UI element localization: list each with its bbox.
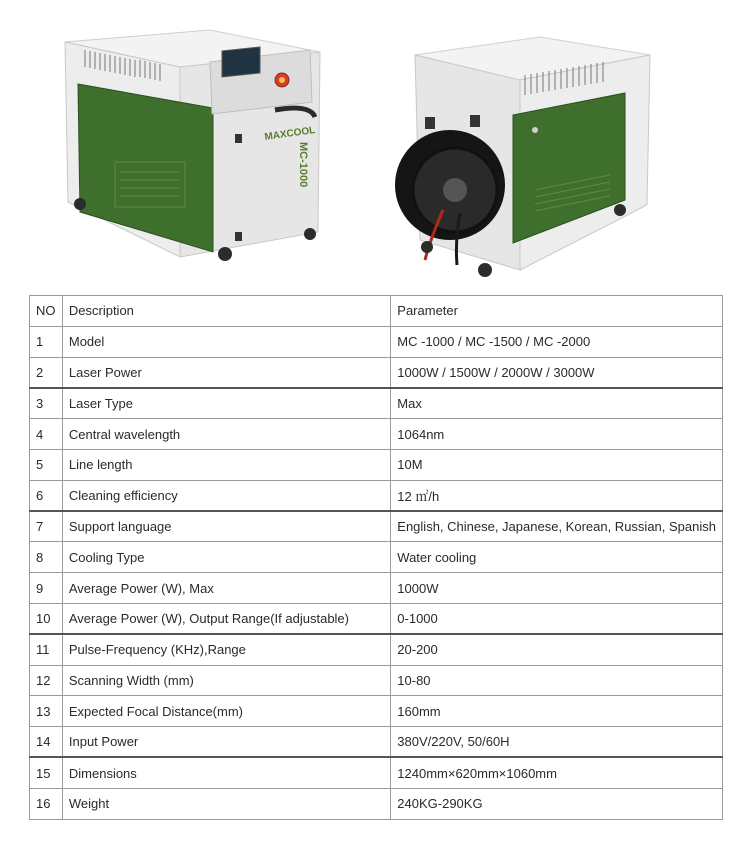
header-no: NO — [30, 296, 63, 327]
table-row — [30, 665, 723, 696]
row-description: Expected Focal Distance(mm) — [62, 696, 390, 727]
row-no: 12 — [30, 665, 63, 696]
row-parameter: 1000W / 1500W / 2000W / 3000W — [391, 357, 723, 388]
table-row — [30, 357, 723, 388]
row-description: Cleaning efficiency — [62, 480, 390, 511]
table-row — [30, 480, 723, 511]
table-row — [30, 388, 723, 419]
row-parameter: 1000W — [391, 573, 723, 604]
row-description: Weight — [62, 788, 390, 819]
row-no: 2 — [30, 357, 63, 388]
header-description: Description — [62, 296, 390, 327]
row-no: 11 — [30, 634, 63, 665]
row-no: 1 — [30, 326, 63, 357]
row-description: Laser Type — [62, 388, 390, 419]
header-parameter: Parameter — [391, 296, 723, 327]
row-parameter: 10M — [391, 449, 723, 480]
model-label: MC-1000 — [297, 142, 309, 188]
product-photos — [0, 0, 750, 290]
row-no: 7 — [30, 511, 63, 542]
row-no: 10 — [30, 603, 63, 634]
table-header-row — [30, 296, 723, 327]
row-no: 16 — [30, 788, 63, 819]
row-no: 14 — [30, 727, 63, 758]
row-description: Scanning Width (mm) — [62, 665, 390, 696]
row-parameter: 160mm — [391, 696, 723, 727]
machine-front-photo — [60, 22, 330, 272]
row-description: Central wavelength — [62, 419, 390, 450]
table-row — [30, 603, 723, 634]
row-no: 8 — [30, 542, 63, 573]
row-parameter: 10-80 — [391, 665, 723, 696]
table-row — [30, 326, 723, 357]
table-row — [30, 788, 723, 819]
machine-front-illustration — [60, 22, 330, 272]
row-no: 13 — [30, 696, 63, 727]
row-description: Cooling Type — [62, 542, 390, 573]
row-description: Line length — [62, 449, 390, 480]
row-parameter: Water cooling — [391, 542, 723, 573]
spec-table — [29, 295, 723, 820]
row-description: Input Power — [62, 727, 390, 758]
row-parameter: English, Chinese, Japanese, Korean, Russian, Spanish — [391, 511, 723, 542]
table-row — [30, 542, 723, 573]
row-parameter: 12 ㎡/h — [391, 480, 723, 511]
row-parameter: Max — [391, 388, 723, 419]
row-no: 9 — [30, 573, 63, 604]
row-no: 15 — [30, 757, 63, 788]
row-no: 5 — [30, 449, 63, 480]
table-row — [30, 757, 723, 788]
table-row — [30, 419, 723, 450]
table-row — [30, 449, 723, 480]
row-no: 3 — [30, 388, 63, 419]
row-description: Pulse-Frequency (KHz),Range — [62, 634, 390, 665]
row-description: Laser Power — [62, 357, 390, 388]
table-row — [30, 511, 723, 542]
row-description: Average Power (W), Output Range(If adjustable) — [62, 603, 390, 634]
row-parameter: MC -1000 / MC -1500 / MC -2000 — [391, 326, 723, 357]
machine-rear-illustration — [385, 25, 660, 280]
machine-rear-photo — [385, 25, 660, 280]
table-row — [30, 573, 723, 604]
table-row — [30, 696, 723, 727]
row-parameter: 0-1000 — [391, 603, 723, 634]
row-no: 6 — [30, 480, 63, 511]
table-row — [30, 727, 723, 758]
row-description: Dimensions — [62, 757, 390, 788]
row-description: Support language — [62, 511, 390, 542]
table-row — [30, 634, 723, 665]
row-parameter: 1064nm — [391, 419, 723, 450]
row-parameter: 240KG-290KG — [391, 788, 723, 819]
row-description: Average Power (W), Max — [62, 573, 390, 604]
row-description: Model — [62, 326, 390, 357]
row-parameter: 1240mm×620mm×1060mm — [391, 757, 723, 788]
row-no: 4 — [30, 419, 63, 450]
row-parameter: 20-200 — [391, 634, 723, 665]
row-parameter: 380V/220V, 50/60H — [391, 727, 723, 758]
brand-label: MAXCOOL — [263, 124, 317, 143]
